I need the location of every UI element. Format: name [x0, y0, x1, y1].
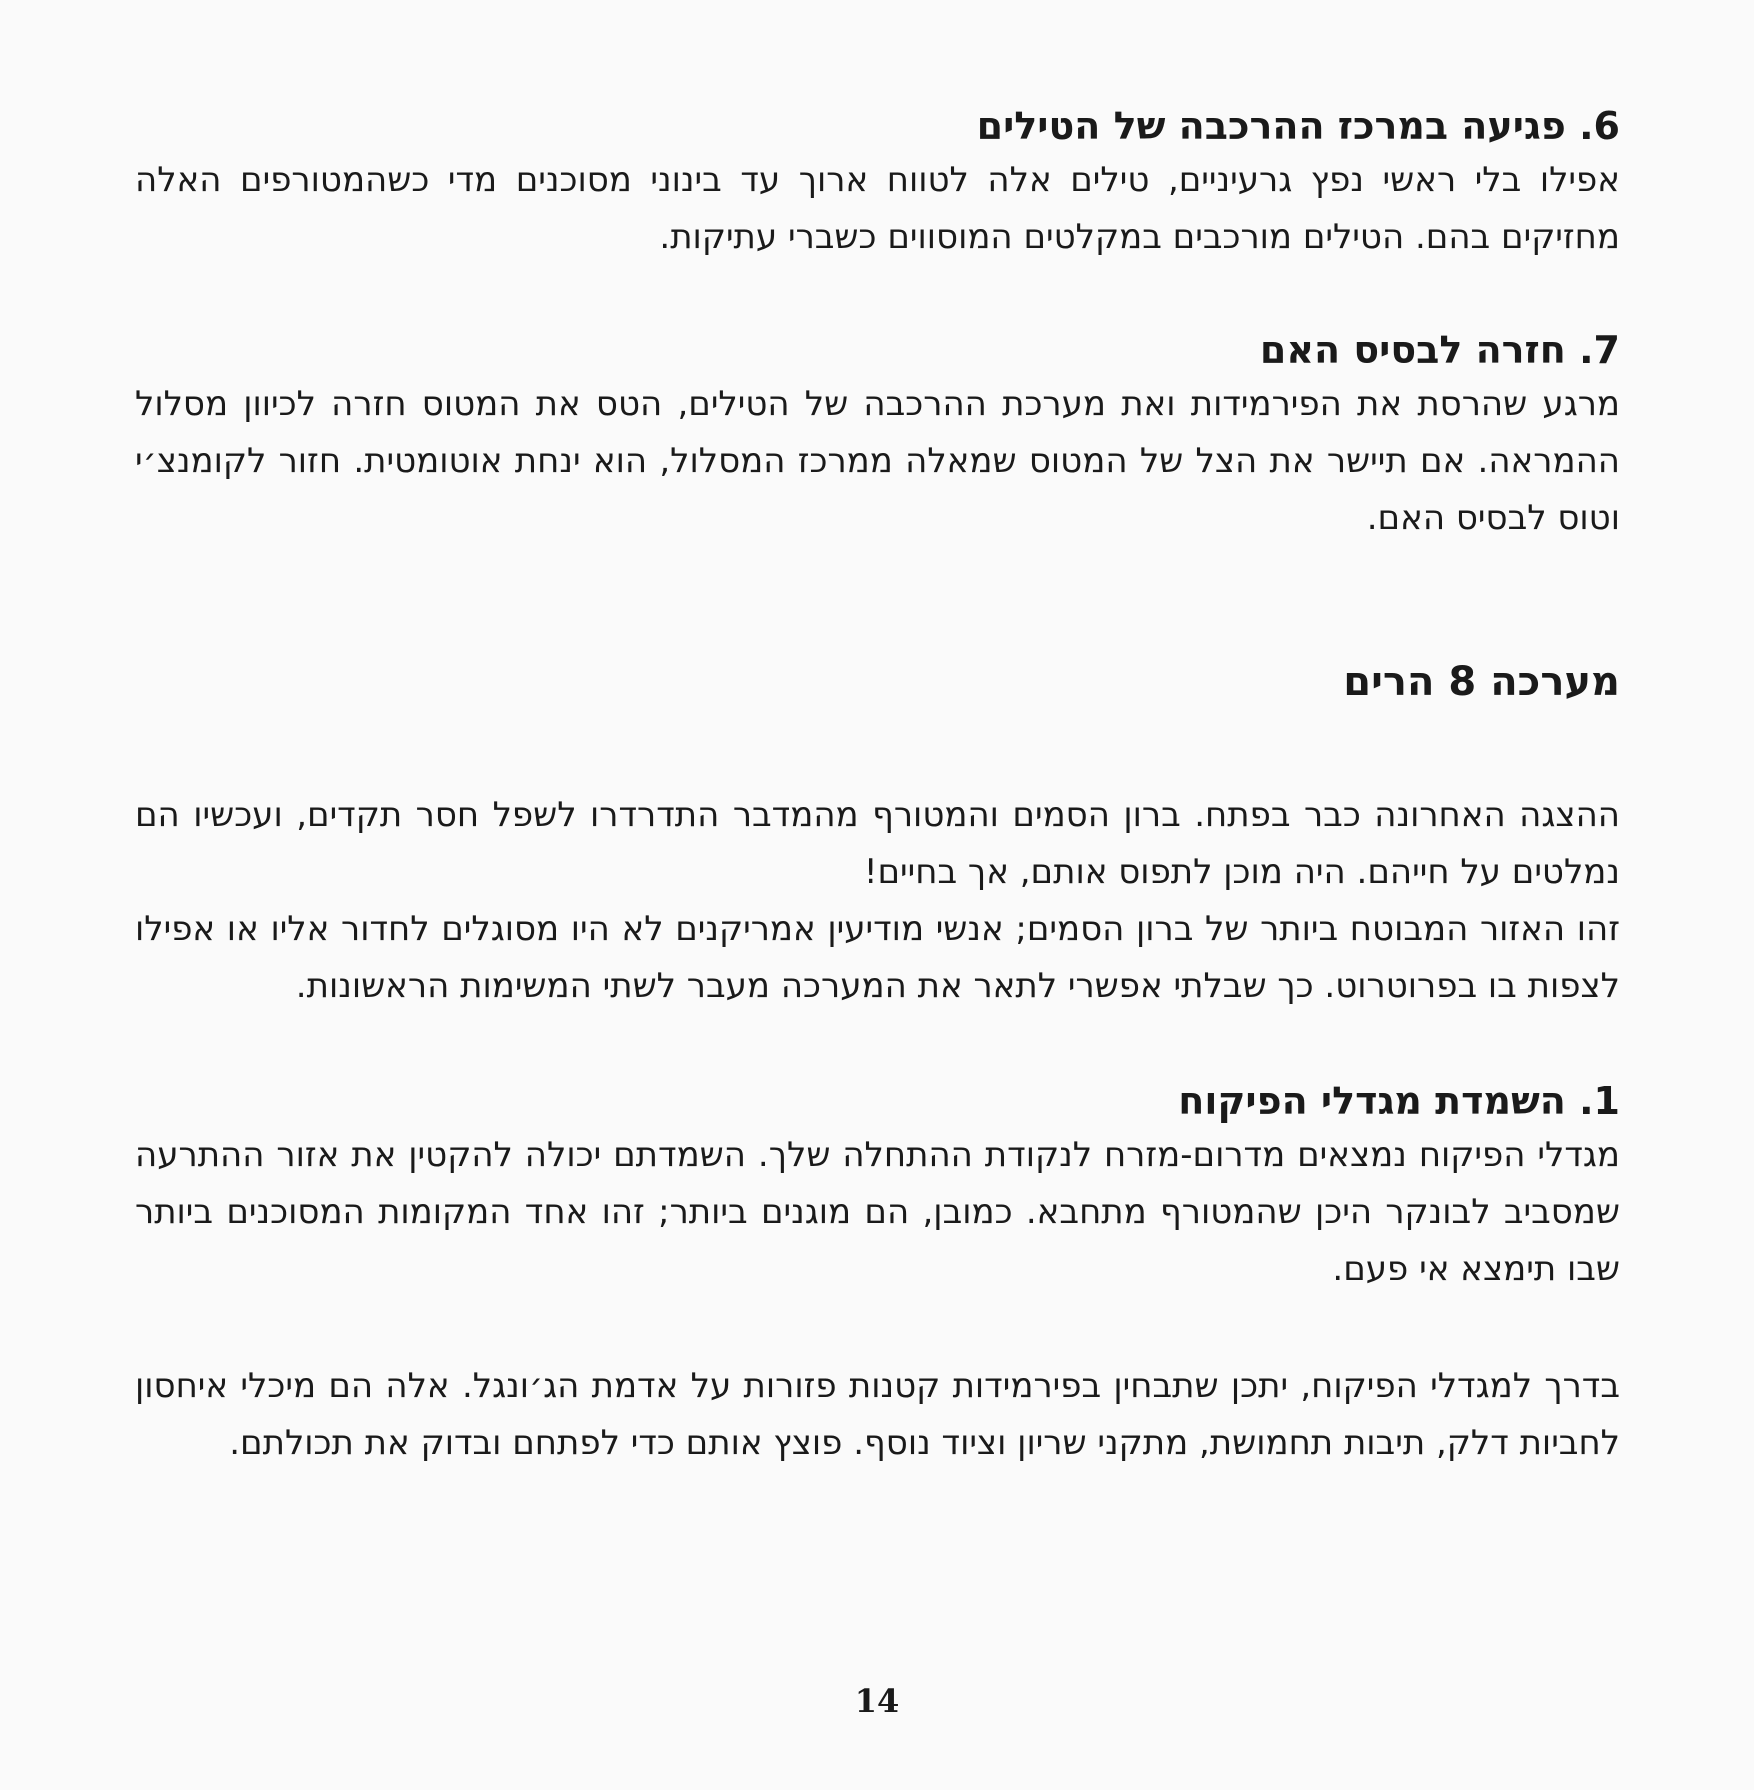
chapter-title: מערכה 8 הרים: [1343, 659, 1620, 705]
chapter-intro-paragraph-2: זהו האזור המבוטח ביותר של ברון הסמים; אנשי מודיעין אמריקנים לא היו מסוגלים לחדור אליו או אפילו לצפות בו בפרוטרוט. כך שבלתי אפשרי לתאר את המערכה מעבר לשתי המשימות הראשונות.: [135, 909, 1620, 1006]
mission-1-text-2: בדרך למגדלי הפיקוח, יתכן שתבחין בפירמידות קטנות פזורות על אדמת הג׳ונגל. אלה הם מיכלי איחסון לחביות דלק, תיבות תחמושת, מתקני שריון וציוד נוסף. פוצץ אותם כדי לפתחם ובדוק את תכולתם.: [135, 1366, 1620, 1463]
mission-1-text: מגדלי הפיקוח נמצאים מדרום-מזרח לנקודת ההתחלה שלך. השמדתם יכולה להקטין את אזור ההתרעה שמסביב לבונקר היכן שהמטורף מתחבא. כמובן, הם מוגנים ביותר; זהו אחד המקומות המסוכנים ביותר שבו תימצא אי פעם.: [135, 1135, 1620, 1289]
chapter-intro: [135, 787, 1620, 1015]
section-6-text: אפילו בלי ראשי נפץ גרעיניים, טילים אלה לטווח ארוך עד בינוני מסוכנים מדי כשהמטורפים האלה מחזיקים בהם. הטילים מורכבים במקלטים המוסווים כשברי עתיקות.: [135, 160, 1620, 257]
mission-1-details: [135, 1358, 1620, 1472]
section-6: [135, 100, 1620, 266]
section-7-heading: 7. חזרה לבסיס האם: [1259, 328, 1620, 372]
page-content: [135, 100, 1620, 1472]
section-6-heading: 6. פגיעה במרכז ההרכבה של הטילים: [976, 104, 1620, 148]
mission-1: [135, 1075, 1620, 1298]
mission-1-heading: 1. השמדת מגדלי הפיקוח: [1178, 1079, 1620, 1123]
chapter-intro-paragraph-1: ההצגה האחרונה כבר בפתח. ברון הסמים והמטורף מהמדבר התדרדרו לשפל חסר תקדים, ועכשיו הם נמלטים על חייהם. היה מוכן לתפוס אותם, אך בחיים!: [135, 795, 1620, 892]
page-number: 14: [854, 1682, 900, 1720]
section-7-text: מרגע שהרסת את הפירמידות ואת מערכת ההרכבה של הטילים, הטס את המטוס חזרה לכיוון מסלול ההמראה. אם תיישר את הצל של המטוס שמאלה ממרכז המסלול, הוא ינחת אוטומטית. חזור לקומנצ׳י וטוס לבסיס האם.: [135, 384, 1620, 538]
section-7: [135, 324, 1620, 547]
